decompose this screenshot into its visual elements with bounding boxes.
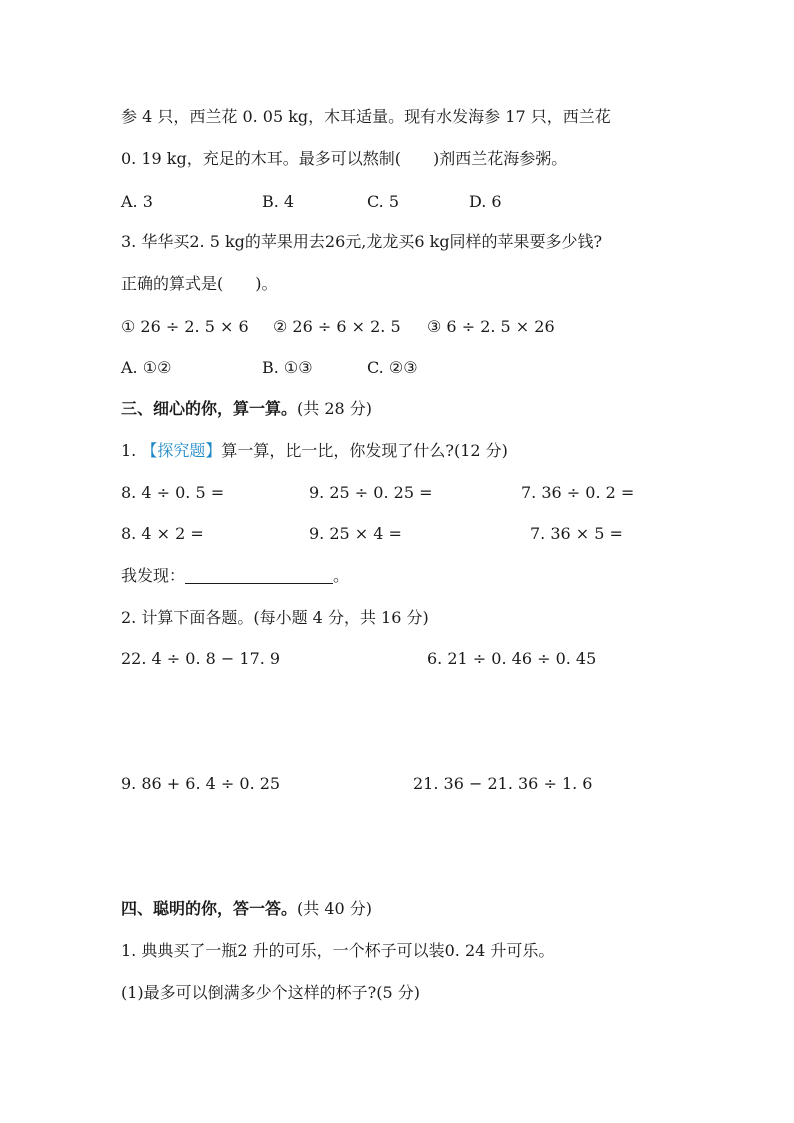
section3-heading-line xyxy=(121,398,372,420)
q3-option-c: C. ②③ xyxy=(367,358,418,377)
q2-option-d: D. 6 xyxy=(469,192,502,211)
q2-text-line2: 0. 19 kg，充足的木耳。最多可以熬制( )剂西兰花海参粥。 xyxy=(121,149,568,168)
q3-text-line2: 正确的算式是( )。 xyxy=(121,274,278,293)
finding-end: 。 xyxy=(333,566,350,585)
section3-q1-line xyxy=(121,440,508,462)
finding-answer-blank[interactable] xyxy=(185,567,333,584)
calc-problem-4: 21. 36 − 21. 36 ÷ 1. 6 xyxy=(413,774,593,793)
calc-problem-2: 6. 21 ÷ 0. 46 ÷ 0. 45 xyxy=(427,649,597,668)
calc-problem-3: 9. 86 + 6. 4 ÷ 0. 25 xyxy=(121,774,281,793)
calc-row1-item1: 8. 4 ÷ 0. 5 = xyxy=(121,483,225,502)
section3-heading: 三、细心的你，算一算。 xyxy=(121,399,298,418)
q2-option-a: A. 3 xyxy=(121,192,153,211)
section4-heading-line xyxy=(121,898,372,920)
q2-option-b: B. 4 xyxy=(262,192,295,211)
calc-row1-item3: 7. 36 ÷ 0. 2 = xyxy=(521,483,635,502)
q3-text-line1: 3. 华华买2. 5 kg的苹果用去26元,龙龙买6 kg同样的苹果要多少钱? xyxy=(121,232,603,251)
section3-q2-text: 2. 计算下面各题。(每小题 4 分，共 16 分) xyxy=(121,608,429,627)
q3-option-a: A. ①② xyxy=(121,358,172,377)
q3-expr-1: ① 26 ÷ 2. 5 × 6 xyxy=(121,317,249,336)
section3-q1-text: 算一算，比一比，你发现了什么?(12 分) xyxy=(221,441,508,460)
calc-problem-1: 22. 4 ÷ 0. 8 − 17. 9 xyxy=(121,649,281,668)
explore-tag: 【探究题】 xyxy=(141,441,222,460)
q3-option-b: B. ①③ xyxy=(262,358,313,377)
section4-q1-text: 1. 典典买了一瓶2 升的可乐，一个杯子可以装0. 24 升可乐。 xyxy=(121,941,555,960)
section4-q1-sub1: (1)最多可以倒满多少个这样的杯子?(5 分) xyxy=(121,983,420,1002)
calc-row1-item2: 9. 25 ÷ 0. 25 = xyxy=(309,483,433,502)
calc-row2-item3: 7. 36 × 5 = xyxy=(530,524,623,543)
q2-text-line1: 参 4 只，西兰花 0. 05 kg，木耳适量。现有水发海参 17 只，西兰花 xyxy=(121,107,611,126)
calc-row2-item2: 9. 25 × 4 = xyxy=(309,524,402,543)
section4-score: (共 40 分) xyxy=(297,899,373,918)
section4-heading: 四、聪明的你，答一答。 xyxy=(121,899,298,918)
q2-option-c: C. 5 xyxy=(367,192,400,211)
section3-score: (共 28 分) xyxy=(297,399,373,418)
finding-line xyxy=(121,565,349,587)
q3-expr-2: ② 26 ÷ 6 × 2. 5 xyxy=(273,317,401,336)
section3-q1-number: 1. xyxy=(121,441,137,460)
calc-row2-item1: 8. 4 × 2 = xyxy=(121,524,204,543)
finding-label: 我发现： xyxy=(121,566,186,585)
q3-expr-3: ③ 6 ÷ 2. 5 × 26 xyxy=(427,317,555,336)
